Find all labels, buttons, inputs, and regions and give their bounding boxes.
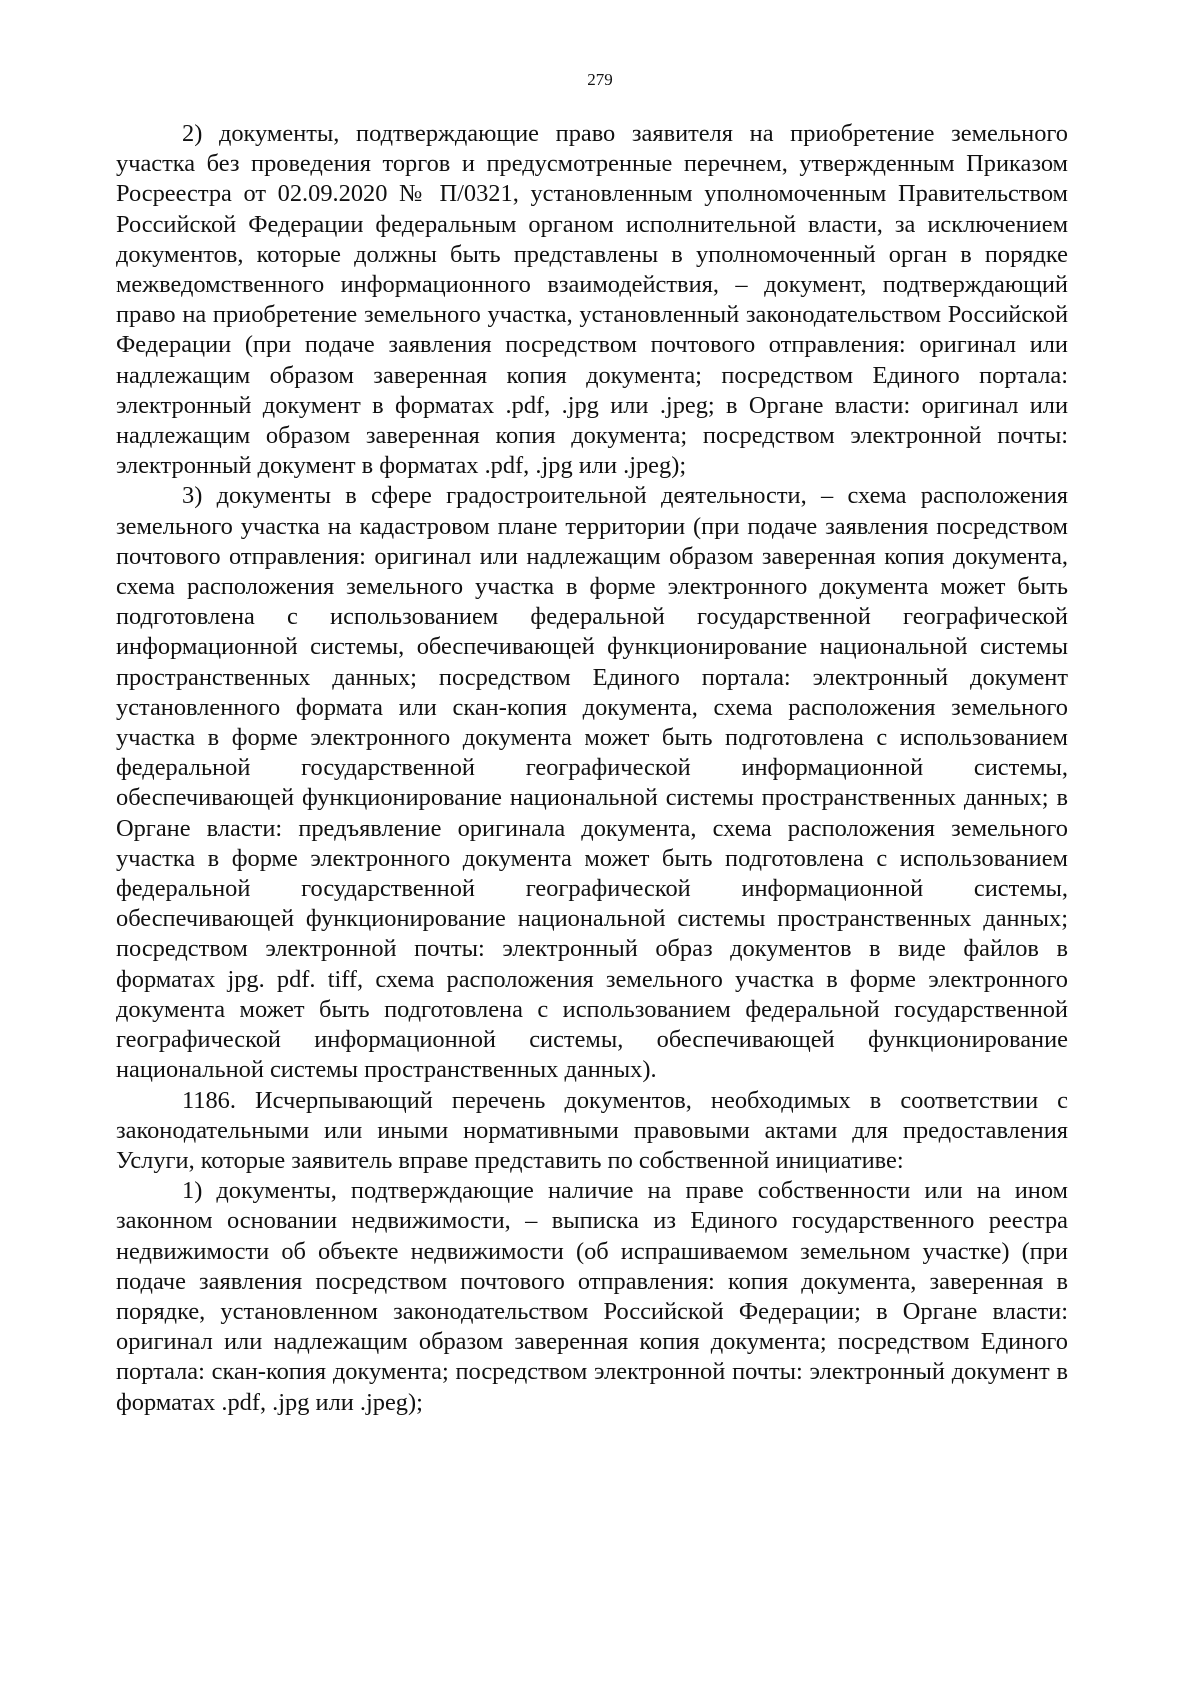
paragraph-item-3: 3) документы в сфере градостроительной деятельности, – схема расположения земельного участка на кадастровом плане территории (при подаче заявления посредством почтового отправления: оригинал или надлежащим образом заверенная копия документа, схема расположения земельного участка в форме электронного документа может быть подготовлена с использованием федеральной государственной географической информационной системы, обеспечивающей функционирование национальной системы пространственных данных; посредством Единого портала: электронный документ установленного формата или скан-копия документа, схема расположения земельного участка в форме электронного документа может быть подготовлена с использованием федеральной государственной географической информационной системы, обеспечивающей функционирование национальной системы пространственных данных; в Органе власти: предъявление оригинала документа, схема расположения земельного участка в форме электронного документа может быть подготовлена с использованием федеральной государственной географической информационной системы, обеспечивающей функционирование национальной системы пространственных данных; посредством электронной почты: электронный образ документов в виде файлов в форматах jpg. pdf. tiff, схема расположения земельного участка в форме электронного документа может быть подготовлена с использованием федеральной государственной географической информационной системы, обеспечивающей функционирование национальной системы пространственных данных).	[116, 482, 1068, 1084]
paragraph-section-1186: 1186. Исчерпывающий перечень документов, необходимых в соответствии с законодательными или иными нормативными правовыми актами для предоставления Услуги, которые заявитель вправе представить по собственной инициативе:	[116, 1086, 1068, 1174]
paragraph-item-2: 2) документы, подтверждающие право заявителя на приобретение земельного участка без проведения торгов и предусмотренные перечнем, утвержденным Приказом Росреестра от 02.09.2020 № П/0321, установленным уполномоченным Правительством Российской Федерации федеральным органом исполнительной власти, за исключением документов, которые должны быть представлены в уполномоченный орган в порядке межведомственного информационного взаимодействия, – документ, подтверждающий право на приобретение земельного участка, установленный законодательством Российской Федерации (при подаче заявления посредством почтового отправления: оригинал или надлежащим образом заверенная копия документа; посредством Единого портала: электронный документ в форматах .pdf, .jpg или .jpeg; в Органе власти: оригинал или надлежащим образом заверенная копия документа; посредством электронной почты: электронный документ в форматах .pdf, .jpg или .jpeg);	[116, 120, 1068, 480]
page-number: 279	[587, 70, 613, 89]
paragraph-item-1: 1) документы, подтверждающие наличие на праве собственности или на ином законном основании недвижимости, – выписка из Единого государственного реестра недвижимости об объекте недвижимости (об испрашиваемом земельном участке) (при подаче заявления посредством почтового отправления: копия документа, заверенная в порядке, установленном законодательством Российской Федерации; в Органе власти: оригинал или надлежащим образом заверенная копия документа; посредством Единого портала: скан-копия документа; посредством электронной почты: электронный документ в форматах .pdf, .jpg или .jpeg);	[116, 1177, 1068, 1416]
document-body	[116, 119, 1068, 1418]
